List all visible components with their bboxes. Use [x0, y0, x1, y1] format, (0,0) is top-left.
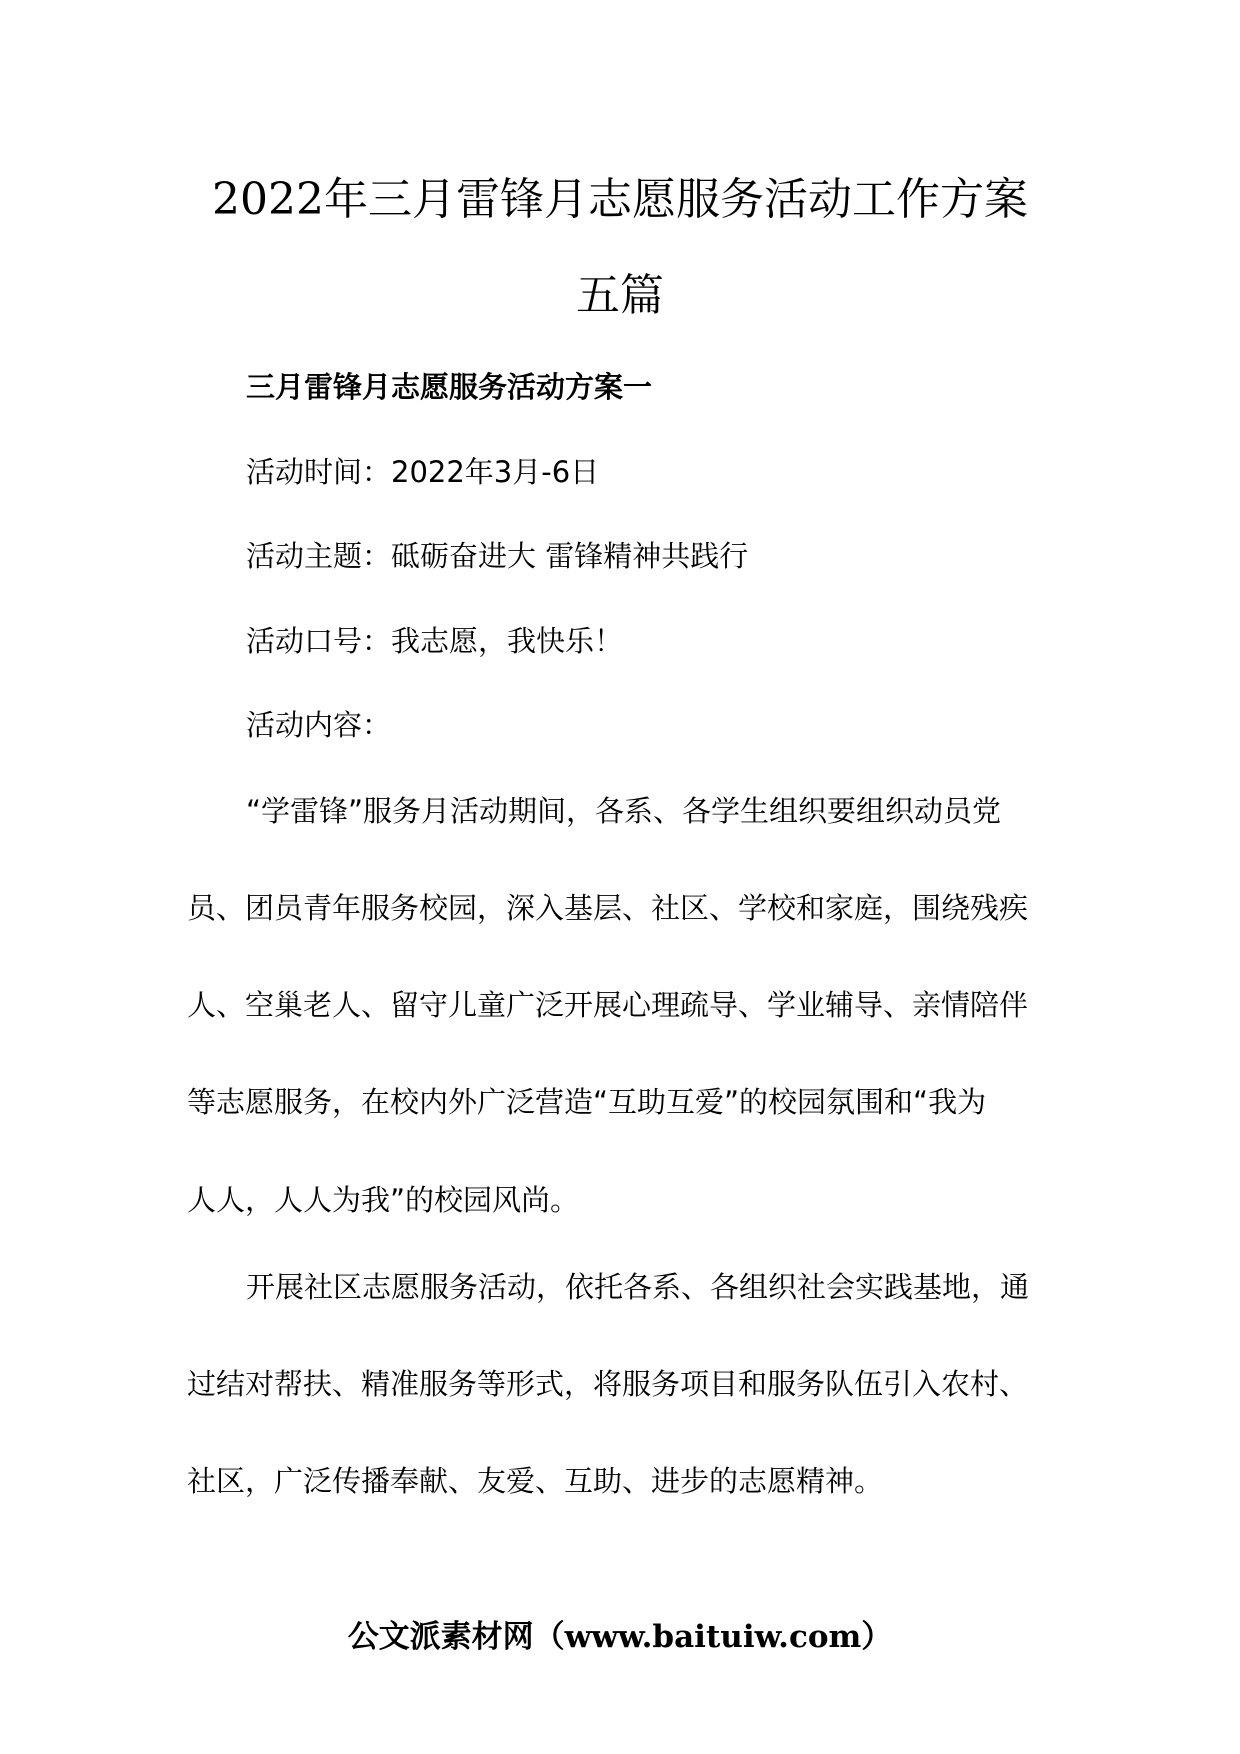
paragraph-1-line: 员、团员青年服务校园，深入基层、社区、学校和家庭，围绕残疾	[187, 891, 1029, 925]
paragraph-2-line: 过结对帮扶、精准服务等形式，将服务项目和服务队伍引入农村、	[187, 1367, 1029, 1401]
activity-theme: 活动主题：砥砺奋进大 雷锋精神共践行	[246, 539, 749, 573]
paragraph-1-line: 人人，人人为我”的校园风尚。	[187, 1183, 580, 1217]
paragraph-1-line: “学雷锋”服务月活动期间，各系、各学生组织要组织动员党	[246, 794, 1002, 828]
activity-content-label: 活动内容：	[246, 708, 392, 742]
activity-slogan: 活动口号：我志愿，我快乐！	[246, 624, 624, 658]
section-heading: 三月雷锋月志愿服务活动方案一	[246, 370, 653, 404]
paragraph-2-line: 社区，广泛传播奉献、友爱、互助、进步的志愿精神。	[187, 1464, 884, 1498]
paragraph-1-line: 等志愿服务，在校内外广泛营造“互助互爱”的校园氛围和“我为	[187, 1085, 987, 1119]
footer-source-text: 公文派素材网（www.baituiw.com）	[347, 1619, 893, 1655]
paragraph-2-line: 开展社区志愿服务活动，依托各系、各组织社会实践基地，通	[246, 1270, 1030, 1304]
activity-time: 活动时间：2022年3月-6日	[246, 455, 600, 489]
document-title-line-1: 2022年三月雷锋月志愿服务活动工作方案	[212, 174, 1028, 225]
paragraph-1-line: 人、空巢老人、留守儿童广泛开展心理疏导、学业辅导、亲情陪伴	[187, 988, 1029, 1022]
document-title-line-2: 五篇	[576, 270, 664, 321]
